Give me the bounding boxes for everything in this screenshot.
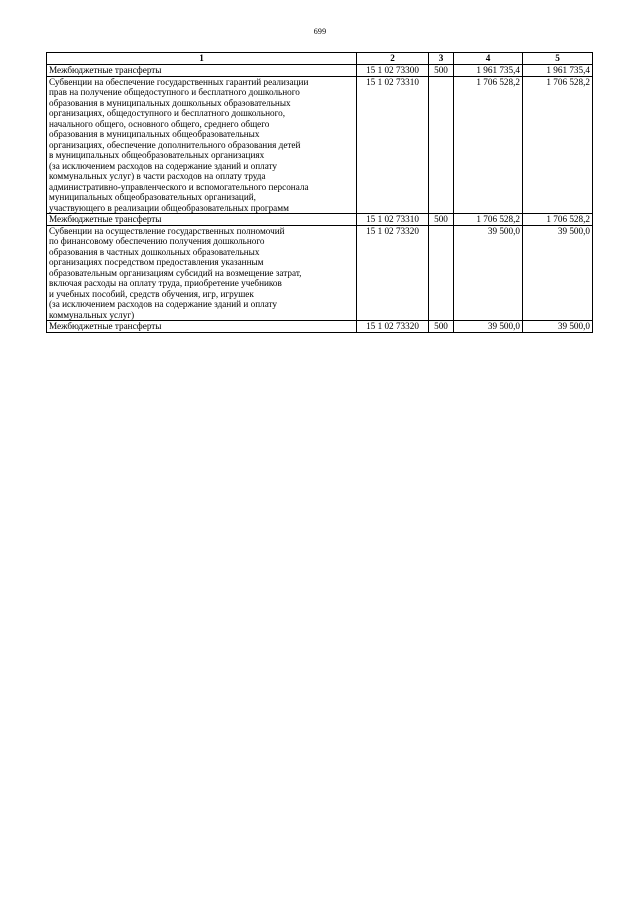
row-sum-2: 39 500,0 [523, 225, 593, 321]
row-sum-1: 1 706 528,2 [454, 76, 523, 214]
row-sum-2: 1 706 528,2 [523, 76, 593, 214]
row-sum-2: 1 706 528,2 [523, 214, 593, 226]
page-number: 699 [313, 27, 327, 36]
table-row [47, 76, 593, 214]
row-sum-1: 1 961 735,4 [454, 65, 523, 77]
row-sum-2: 39 500,0 [523, 321, 593, 333]
table-header-row [47, 53, 593, 65]
row-code: 15 1 02 73310 [357, 214, 429, 226]
header-col-1: 1 [47, 53, 357, 65]
header-col-4: 4 [454, 53, 523, 65]
row-sum-1: 1 706 528,2 [454, 214, 523, 226]
row-description: Межбюджетные трансферты [47, 214, 357, 226]
row-expense-type: 500 [429, 214, 454, 226]
table-row [47, 214, 593, 226]
table-row [47, 225, 593, 321]
row-expense-type: 500 [429, 321, 454, 333]
row-expense-type: 500 [429, 65, 454, 77]
header-col-3: 3 [429, 53, 454, 65]
row-description: Межбюджетные трансферты [47, 65, 357, 77]
row-description: Субвенции на обеспечение государственных гарантий реализации прав на получение общедоступного и бесплатного дошкольного образования в муниципальных дошкольных образовательных организациях, общедоступного и бесплатного дошкольного, начального общего, основного общего, среднего общего образования в муниципальных общеобразовательных организациях, обеспечение дополнительного образования детей в муниципальных общеобразовательных организациях (за исключением расходов на содержание зданий и оплату коммунальных услуг) в части расходов на оплату труда административно-управленческого и вспомогательного персонала муниципальных общеобразовательных организаций, участвующего в реализации общеобразовательных программ [47, 76, 357, 214]
row-expense-type [429, 225, 454, 321]
row-description: Межбюджетные трансферты [47, 321, 357, 333]
row-code: 15 1 02 73310 [357, 76, 429, 214]
header-col-5: 5 [523, 53, 593, 65]
row-sum-1: 39 500,0 [454, 225, 523, 321]
row-code: 15 1 02 73320 [357, 321, 429, 333]
table-row [47, 65, 593, 77]
row-description: Субвенции на осуществление государственных полномочий по финансовому обеспечению получения дошкольного образования в частных дошкольных образовательных организациях посредством предоставления указанным образовательным организациям субсидий на возмещение затрат, включая расходы на оплату труда, приобретение учебников и учебных пособий, средств обучения, игр, игрушек (за исключением расходов на содержание зданий и оплату коммунальных услуг) [47, 225, 357, 321]
row-expense-type [429, 76, 454, 214]
row-sum-2: 1 961 735,4 [523, 65, 593, 77]
row-code: 15 1 02 73320 [357, 225, 429, 321]
row-sum-1: 39 500,0 [454, 321, 523, 333]
row-code: 15 1 02 73300 [357, 65, 429, 77]
budget-table [46, 52, 593, 333]
table-row [47, 321, 593, 333]
header-col-2: 2 [357, 53, 429, 65]
